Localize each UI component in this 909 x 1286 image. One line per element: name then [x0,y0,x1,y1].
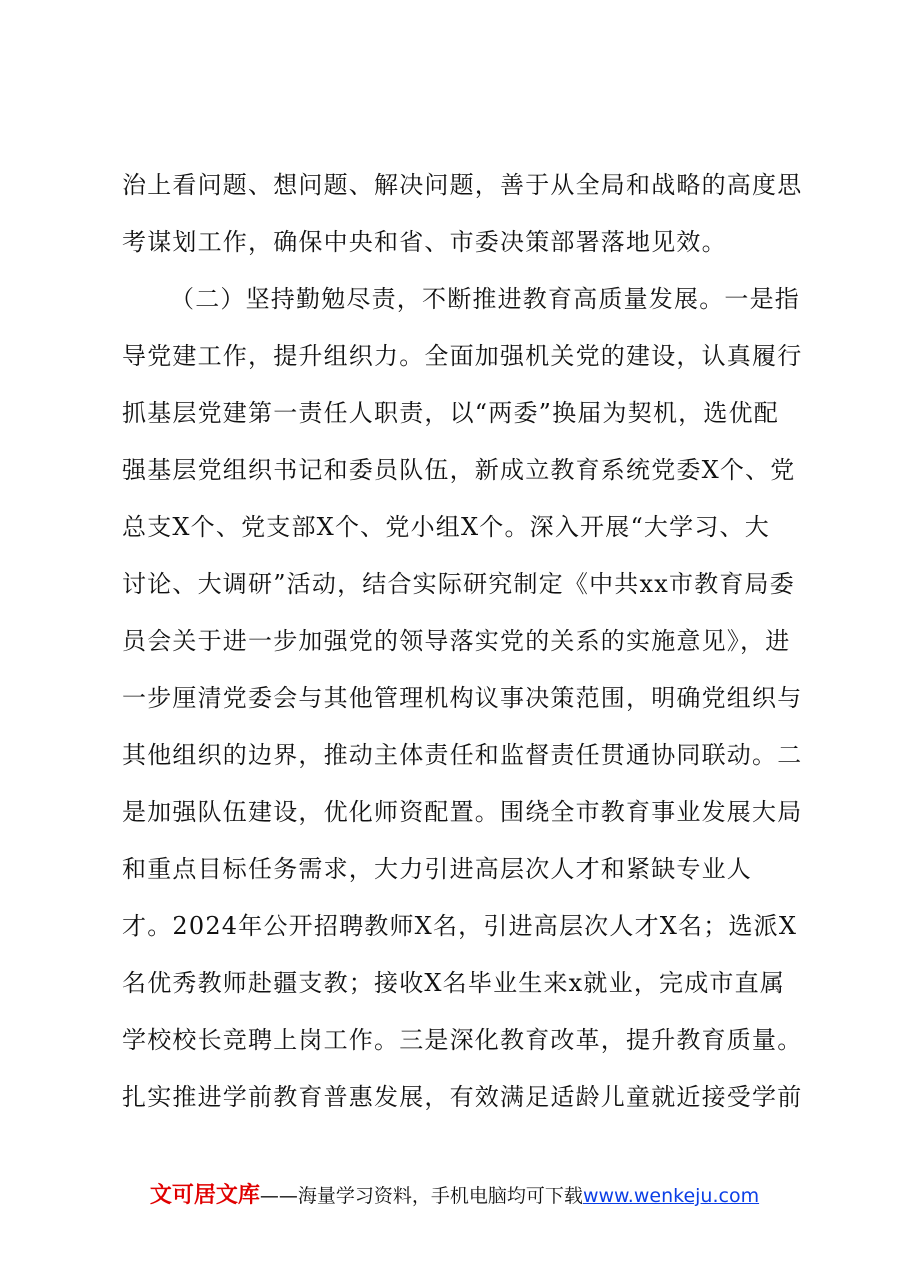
body-line: 考谋划工作，确保中央和省、市委决策部署落地见效。 [122,228,727,256]
body-line: 治上看问题、想问题、解决问题，善于从全局和战略的高度思 [122,171,803,199]
section-heading-line: （二）坚持勤勉尽责，不断推进教育高质量发展。一是指 [170,285,800,313]
body-line: 名优秀教师赴疆支教；接收X名毕业生来x就业，完成市直属 [122,969,786,997]
footer-url-link[interactable]: www.wenkeju.com [582,1185,760,1207]
body-line: 导党建工作，提升组织力。全面加强机关党的建设，认真履行 [122,342,803,370]
body-line: 一步厘清党委会与其他管理机构议事决策范围，明确党组织与 [122,684,803,712]
body-line: 其他组织的边界，推动主体责任和监督责任贯通协同联动。二 [122,741,803,769]
body-line: 员会关于进一步加强党的领导落实党的关系的实施意见》，进 [122,627,791,655]
body-line: 扎实推进学前教育普惠发展，有效满足适龄儿童就近接受学前 [122,1083,803,1111]
body-line: 讨论、大调研”活动，结合实际研究制定《中共xx市教育局委 [122,570,795,598]
body-line: 学校校长竞聘上岗工作。三是深化教育改革，提升教育质量。 [122,1026,803,1054]
footer-slogan: ——海量学习资料，手机电脑均可下载 [259,1185,583,1207]
body-line: 和重点目标任务需求，大力引进高层次人才和紧缺专业人 [122,855,752,883]
body-line: 总支X个、党支部X个、党小组X个。深入开展“大学习、大 [122,513,770,541]
body-line: 才。2024年公开招聘教师X名，引进高层次人才X名；选派X [122,912,798,940]
body-line: 抓基层党建第一责任人职责，以“两委”换届为契机，选优配 [122,399,779,427]
footer-banner [0,1182,909,1210]
body-line: 强基层党组织书记和委员队伍，新成立教育系统党委X个、党 [122,456,796,484]
body-line: 是加强队伍建设，优化师资配置。围绕全市教育事业发展大局 [122,798,803,826]
footer-brand: 文可居文库 [149,1183,260,1208]
